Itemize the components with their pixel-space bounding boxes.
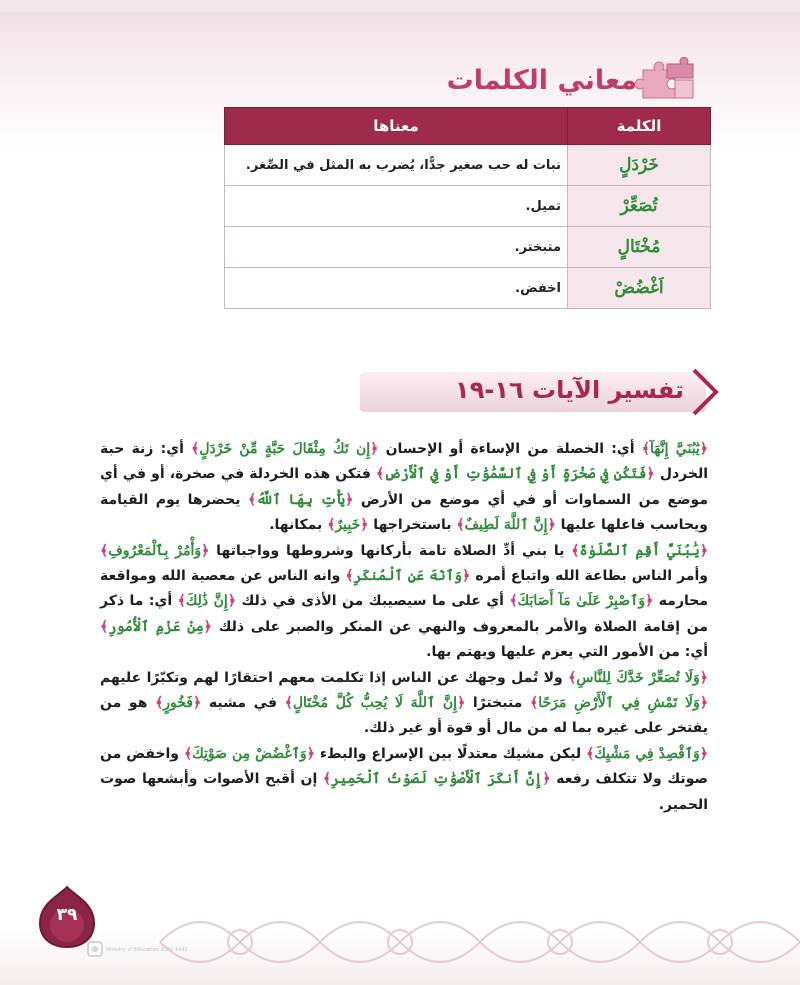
section1-title: معاني الكلمات [446,64,637,96]
header-band [0,0,800,12]
explanation-text: هو من يفتخر على غيره بما له من مال أو قوة أو غير ذلك. [100,695,708,737]
explanation-text: وانه الناس عن معصية الله ومواقعة محارمه [100,568,709,610]
explanation-text: في مشيه [201,695,285,712]
section2-title: تفسير الآيات ١٦-١٩ [455,376,684,404]
table-row [225,268,711,309]
table-header-row [225,108,711,145]
quran-text: وَٱصْبِرْ عَلَىٰ مَآ أَصَابَكَ [517,593,646,610]
table-row [225,145,711,186]
tafsir-paragraph: ﴿وَلَا تُصَعِّرْ خَدَّكَ لِلنَّاسِ﴾ ولا تُمل وجهك عن الناس إذا تكلمت معهم احتقارًا لهم وتكبّرًا عليهم ﴿وَلَا تَمْشِ فِي ٱلْأَرْضِ مَرَحًا﴾ متبخترًا ﴿إِنَّ ٱللَّهَ لَا يُحِبُّ كُلَّ مُخْتَالٍ﴾ في مشيه ﴿فَخُورٍ﴾ هو من يفتخر على غيره بما له من مال أو قوة أو غير ذلك. [100,669,709,737]
word-cell: تُصَعِّرْ [568,186,711,227]
explanation-text: ليكن مشيك معتدلًا بين الإسراع والبطء [314,745,587,762]
quran-text: فَخُورٍ [163,695,194,712]
explanation-text: أي: ما ذكر من إقامة الصلاة والأمر بالمعروف والنهي عن المنكر والصبر على ذلك [100,593,708,635]
quran-text: خَبِيرٌ [335,517,361,534]
explanation-text: أي: الخصلة من الإساءة أو الإحسان [378,441,642,457]
quran-text: وَلَا تُصَعِّرْ خَدَّكَ لِلنَّاسِ [576,669,700,686]
page-number: ٣٩ [56,905,78,925]
explanation-text: ولا تُمل وجهك عن الناس إذا تكلمت معهم احتقارًا لهم وتكبّرًا عليهم [100,669,569,686]
explanation-text: أي: من الأمور التي يعزم عليها ويهتم بها. [426,644,708,661]
word-cell: اَغْضُضْ [568,268,711,309]
quran-text: إِنَّ أَنكَرَ ٱلْأَصْوَٰتِ لَصَوْتُ ٱلْحَمِيرِ [331,771,543,788]
tafsir-paragraph: ﴿وَٱقْصِدْ فِي مَشْيِكَ﴾ ليكن مشيك معتدلًا بين الإسراع والبطء ﴿وَٱغْضُضْ مِن صَوْتِكَ﴾ واخفض من صوتك ولا تتكلف رفعه ﴿إِنَّ أَنكَرَ ٱلْأَصْوَٰتِ لَصَوْتُ ٱلْحَمِيرِ﴾ إن أقبح الأصوات وأبشعها صوت الحمير. [100,745,709,813]
explanation-text: فتكن هذه الخردلة في صخرة، أو في أي موضع من السماوات أو في أي موضع من الأرض [100,466,708,508]
meaning-cell: متبختر. [225,227,568,268]
quran-text: إِنَّ ٱللَّهَ لَطِيفٌ [464,517,548,534]
puzzle-icon [637,58,695,102]
table-row [225,227,711,268]
table-row [225,186,711,227]
quran-text: وَٱغْضُضْ مِن صَوْتِكَ [192,745,307,762]
explanation-text: يحضرها يوم القيامة ويحاسب فاعلها عليها [100,491,708,534]
explanation-text: إن أقبح الأصوات وأبشعها صوت الحمير. [100,771,708,813]
decorative-ornament [160,902,800,985]
meaning-cell: تميل. [225,186,568,227]
meaning-cell: اخفض. [225,268,568,309]
explanation-text: واخفض من صوتك ولا تتكلف رفعه [100,745,708,788]
explanation-text: وأمر الناس بطاعة الله واتباع أمره [470,568,709,585]
chevron-marker-icon [690,368,720,416]
tafsir-paragraph: ﴿يَٰبُنَيَّ أَقِمِ ٱلصَّلَوٰةَ﴾ يا بني أدِّ الصلاة تامة بأركانها وشروطها وواجباتها ﴿وَأْمُرْ بِٱلْمَعْرُوفِ﴾ وأمر الناس بطاعة الله واتباع أمره ﴿وَٱنْهَ عَنِ ٱلْمُنكَرِ﴾ وانه الناس عن معصية الله ومواقعة محارمه ﴿وَٱصْبِرْ عَلَىٰ مَآ أَصَابَكَ﴾ أي على ما سيصيبك من الأذى في ذلك ﴿إِنَّ ذَٰلِكَ﴾ أي: ما ذكر من إقامة الصلاة والأمر بالمعروف والنهي عن المنكر والصبر على ذلك ﴿مِنْ عَزْمِ ٱلْأُمُورِ﴾ أي: من الأمور التي يعزم عليها ويهتم بها. [100,542,709,661]
quran-text: إِن تَكُ مِثْقَالَ حَبَّةٍ مِّنْ خَرْدَلٍ [199,441,371,457]
explanation-text: متبخترًا [465,695,530,712]
quran-text: إِنَّ ٱللَّهَ لَا يُحِبُّ كُلَّ مُخْتَالٍ [292,695,458,712]
quran-text: يَٰبُنَيَّ إِنَّهَآ [650,441,700,457]
explanation-text: بمكانها. [269,517,328,534]
section-title-word-meanings [433,58,695,102]
tafsir-text [100,437,708,818]
section-title-tafsir [360,372,706,412]
logo-text: Ministry of Education 2020-1442 [106,947,188,953]
quran-text: وَٱنْهَ عَنِ ٱلْمُنكَرِ [353,568,463,585]
quran-text: مِنْ عَزْمِ ٱلْأُمُورِ [108,618,204,635]
quran-text: وَٱقْصِدْ فِي مَشْيِكَ [594,745,700,762]
header-meaning: معناها [225,108,568,145]
quran-text: فَتَكُن فِي صَخْرَةٍ أَوْ فِي ٱلسَّمَٰوَٰتِ أَوْ فِي ٱلْأَرْضِ [384,466,647,483]
quran-text: يَٰبُنَيَّ أَقِمِ ٱلصَّلَوٰةَ [579,542,700,559]
meaning-cell: نبات له حب صغير جدًّا، يُضرب به المثل في الصِّغر. [225,145,568,186]
explanation-text: باستخراجها [368,517,457,534]
header-word: الكلمة [568,108,711,145]
explanation-text: أي: زنة حبة الخردل [100,441,709,483]
word-cell: خَرْدَلٍ [568,145,711,186]
explanation-text: يا بني أدِّ الصلاة تامة بأركانها وشروطها وواجباتها [209,542,572,559]
quran-text: يَأْتِ بِهَا ٱللَّهُ [256,491,346,508]
quran-text: إِنَّ ذَٰلِكَ [185,593,228,610]
quran-text: وَأْمُرْ بِٱلْمَعْرُوفِ [108,542,202,559]
ministry-logo [86,940,188,966]
explanation-text: أي على ما سيصيبك من الأذى في ذلك [236,593,510,610]
word-cell: مُخْتَالٍ [568,227,711,268]
quran-text: وَلَا تَمْشِ فِي ٱلْأَرْضِ مَرَحًا [538,695,700,712]
word-meanings-table [224,107,711,309]
tafsir-paragraph: ﴿يَٰبُنَيَّ إِنَّهَآ﴾ أي: الخصلة من الإساءة أو الإحسان ﴿إِن تَكُ مِثْقَالَ حَبَّةٍ مِّنْ خَرْدَلٍ﴾ أي: زنة حبة الخردل ﴿فَتَكُن فِي صَخْرَةٍ أَوْ فِي ٱلسَّمَٰوَٰتِ أَوْ فِي ٱلْأَرْضِ﴾ فتكن هذه الخردلة في صخرة، أو في أي موضع من السماوات أو في أي موضع من الأرض ﴿يَأْتِ بِهَا ٱللَّهُ﴾ يحضرها يوم القيامة ويحاسب فاعلها عليها ﴿إِنَّ ٱللَّهَ لَطِيفٌ﴾ باستخراجها ﴿خَبِيرٌ﴾ بمكانها. [100,441,709,534]
